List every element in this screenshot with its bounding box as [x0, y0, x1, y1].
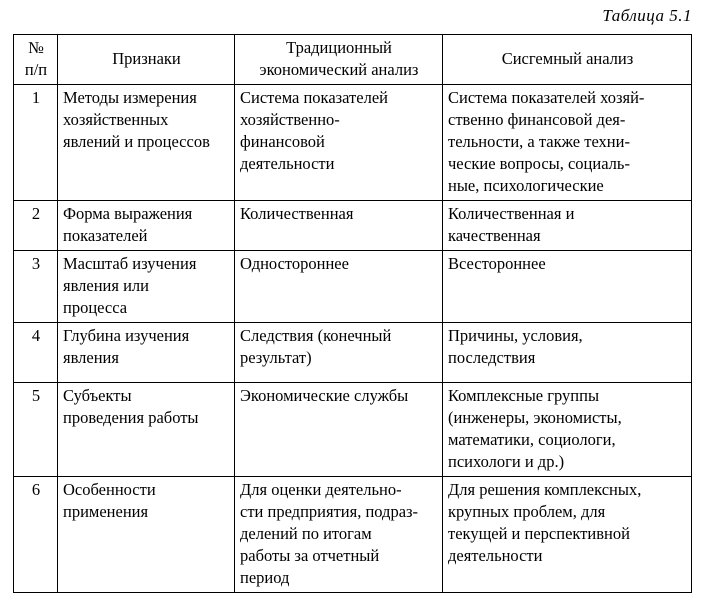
row-traditional: Количественная — [235, 201, 443, 251]
table-row — [14, 383, 692, 477]
header-system: Сисгемный анализ — [443, 35, 692, 85]
row-system: Причины, условия, последствия — [443, 323, 692, 383]
table-row — [14, 323, 692, 383]
row-feature: Методы измерения хозяйственных явлений и процессов — [58, 85, 235, 201]
header-feature: Признаки — [58, 35, 235, 85]
table-caption: Таблица 5.1 — [602, 6, 692, 25]
row-traditional: Следствия (конечный результат) — [235, 323, 443, 383]
row-number: 6 — [14, 477, 58, 593]
row-traditional: Система показателей хозяйственно- финансовой деятельности — [235, 85, 443, 201]
row-traditional: Для оценки деятельно- сти предприятия, подраз- делений по итогам работы за отчетный период — [235, 477, 443, 593]
row-number: 4 — [14, 323, 58, 383]
header-number: № п/п — [14, 35, 58, 85]
row-number: 2 — [14, 201, 58, 251]
row-system: Всестороннее — [443, 251, 692, 323]
table-row — [14, 251, 692, 323]
table-row — [14, 85, 692, 201]
row-system: Для решения комплексных, крупных проблем, для текущей и перспективной деятельности — [443, 477, 692, 593]
row-feature: Субъекты проведения работы — [58, 383, 235, 477]
row-number: 3 — [14, 251, 58, 323]
row-feature: Форма выражения показателей — [58, 201, 235, 251]
table-row — [14, 201, 692, 251]
row-system: Система показателей хозяй- ственно финансовой дея- тельности, а также техни- ческие вопросы, социаль- ные, психологические — [443, 85, 692, 201]
row-traditional: Экономические службы — [235, 383, 443, 477]
row-feature: Особенности применения — [58, 477, 235, 593]
row-system: Комплексные группы (инженеры, экономисты, математики, социологи, психологи и др.) — [443, 383, 692, 477]
row-feature: Масштаб изучения явления или процесса — [58, 251, 235, 323]
row-number: 5 — [14, 383, 58, 477]
row-number: 1 — [14, 85, 58, 201]
row-system: Количественная и качественная — [443, 201, 692, 251]
row-traditional: Одностороннее — [235, 251, 443, 323]
comparison-table — [13, 34, 692, 593]
row-feature: Глубина изучения явления — [58, 323, 235, 383]
table-header-row — [14, 35, 692, 85]
header-traditional: Традиционный экономический анализ — [235, 35, 443, 85]
table-row — [14, 477, 692, 593]
